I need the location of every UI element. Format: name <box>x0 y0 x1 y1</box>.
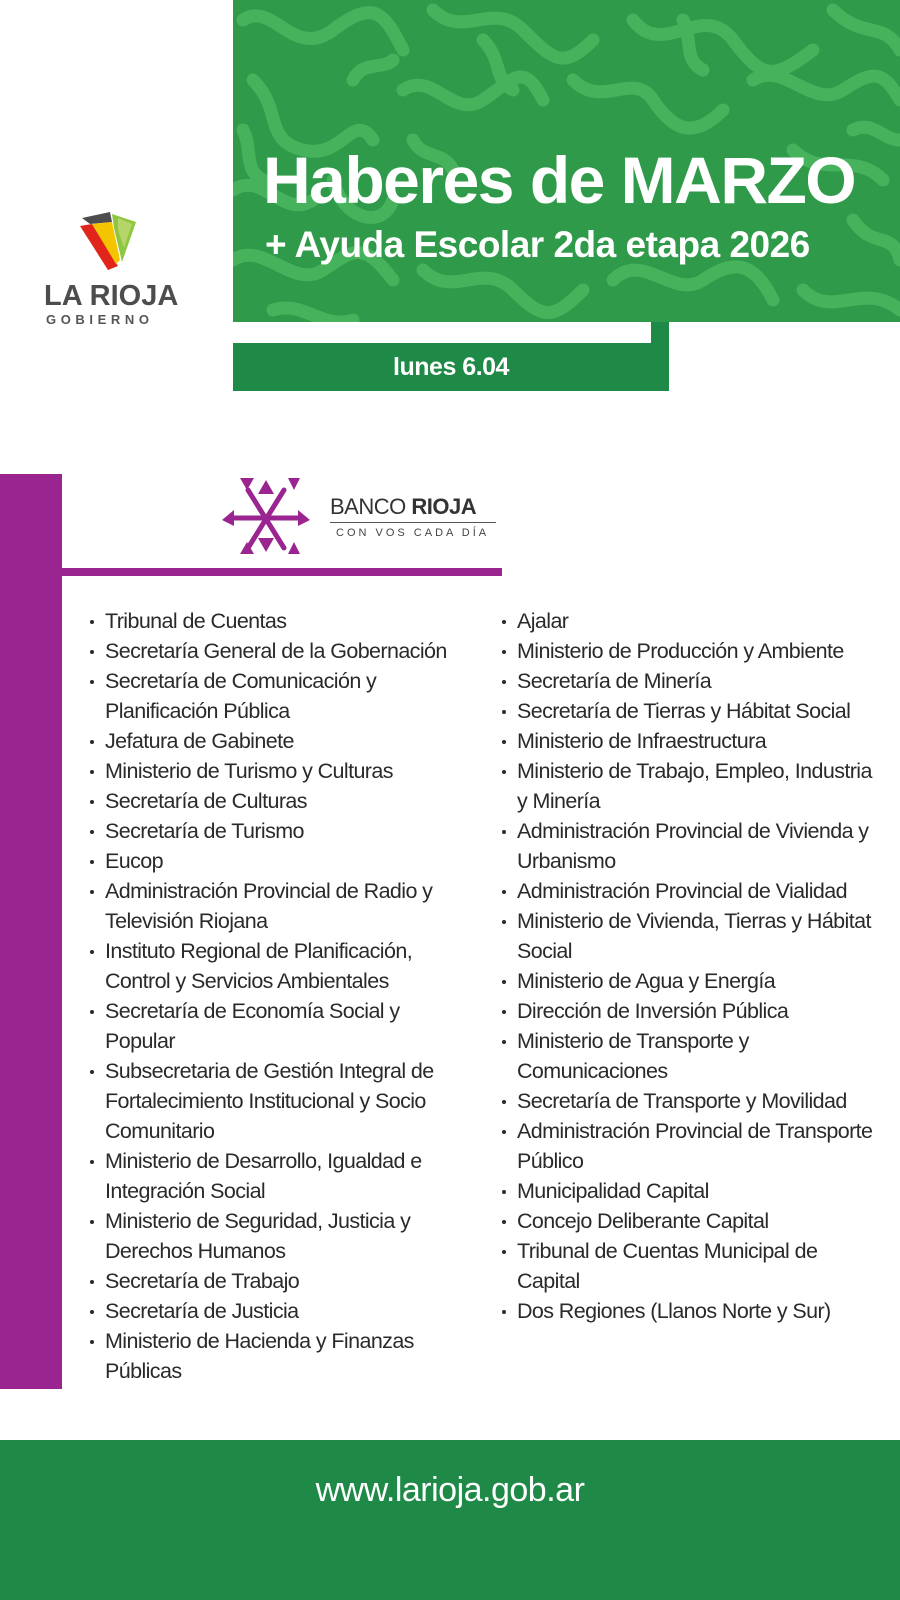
banner-subtitle: + Ayuda Escolar 2da etapa 2026 <box>265 224 810 265</box>
list-item: Municipalidad Capital <box>500 1176 885 1206</box>
website-link[interactable]: www.larioja.gob.ar <box>315 1471 585 1509</box>
list-item: Secretaría de Culturas <box>88 786 460 816</box>
bank-tagline: CON VOS CADA DÍA <box>336 527 490 539</box>
list-item: Ajalar <box>500 606 885 636</box>
la-rioja-gobierno-logo <box>40 208 190 328</box>
purple-side-bar <box>0 474 62 1389</box>
list-item: Administración Provincial de Vialidad <box>500 876 885 906</box>
bank-name <box>330 494 476 520</box>
logo-name: LA RIOJA <box>44 280 179 312</box>
list-item: Administración Provincial de Transporte Público <box>500 1116 885 1176</box>
list-item: Tribunal de Cuentas Municipal de Capital <box>500 1236 885 1296</box>
list-item: Ministerio de Turismo y Culturas <box>88 756 460 786</box>
list-item: Dos Regiones (Llanos Norte y Sur) <box>500 1296 885 1326</box>
list-item: Ministerio de Vivienda, Tierras y Hábitat Social <box>500 906 885 966</box>
list-item: Secretaría de Trabajo <box>88 1266 460 1296</box>
logo-subtitle: GOBIERNO <box>46 312 154 327</box>
list-item: Secretaría General de la Gobernación <box>88 636 460 666</box>
list-item: Instituto Regional de Planificación, Control y Servicios Ambientales <box>88 936 460 996</box>
list-item: Secretaría de Tierras y Hábitat Social <box>500 696 885 726</box>
organisms-list-left <box>88 606 460 1386</box>
list-item: Ministerio de Desarrollo, Igualdad e Integración Social <box>88 1146 460 1206</box>
header-banner <box>233 0 900 322</box>
list-item: Ministerio de Trabajo, Empleo, Industria y Minería <box>500 756 885 816</box>
bank-name-bold: RIOJA <box>411 494 477 519</box>
list-item: Dirección de Inversión Pública <box>500 996 885 1026</box>
list-item: Secretaría de Justicia <box>88 1296 460 1326</box>
list-item: Subsecretaria de Gestión Integral de Fortalecimiento Institucional y Socio Comunitario <box>88 1056 460 1146</box>
payment-date: lunes 6.04 <box>233 343 669 391</box>
list-item: Secretaría de Comunicación y Planificación Pública <box>88 666 460 726</box>
list-item: Eucop <box>88 846 460 876</box>
organisms-list-right <box>500 606 885 1326</box>
list-item: Ministerio de Agua y Energía <box>500 966 885 996</box>
footer <box>0 1440 900 1600</box>
purple-divider-line <box>62 568 502 576</box>
list-item: Administración Provincial de Radio y Televisión Riojana <box>88 876 460 936</box>
bank-name-light: BANCO <box>330 494 412 519</box>
la-rioja-emblem-icon <box>78 208 138 272</box>
list-item: Concejo Deliberante Capital <box>500 1206 885 1236</box>
list-item: Secretaría de Minería <box>500 666 885 696</box>
list-item: Secretaría de Economía Social y Popular <box>88 996 460 1056</box>
list-item: Jefatura de Gabinete <box>88 726 460 756</box>
date-bar-notch <box>651 322 669 344</box>
list-item: Ministerio de Infraestructura <box>500 726 885 756</box>
list-item: Secretaría de Transporte y Movilidad <box>500 1086 885 1116</box>
list-item: Administración Provincial de Vivienda y Urbanismo <box>500 816 885 876</box>
banco-rioja-logo <box>218 470 508 566</box>
bank-logo-rule <box>330 522 496 523</box>
list-item: Ministerio de Hacienda y Finanzas Públicas <box>88 1326 460 1386</box>
banco-rioja-star-icon <box>218 470 314 566</box>
list-item: Secretaría de Turismo <box>88 816 460 846</box>
list-item: Ministerio de Seguridad, Justicia y Derechos Humanos <box>88 1206 460 1266</box>
list-item: Tribunal de Cuentas <box>88 606 460 636</box>
list-item: Ministerio de Transporte y Comunicaciones <box>500 1026 885 1086</box>
banner-divider <box>233 322 651 344</box>
banner-title: Haberes de MARZO <box>263 143 856 217</box>
list-item: Ministerio de Producción y Ambiente <box>500 636 885 666</box>
